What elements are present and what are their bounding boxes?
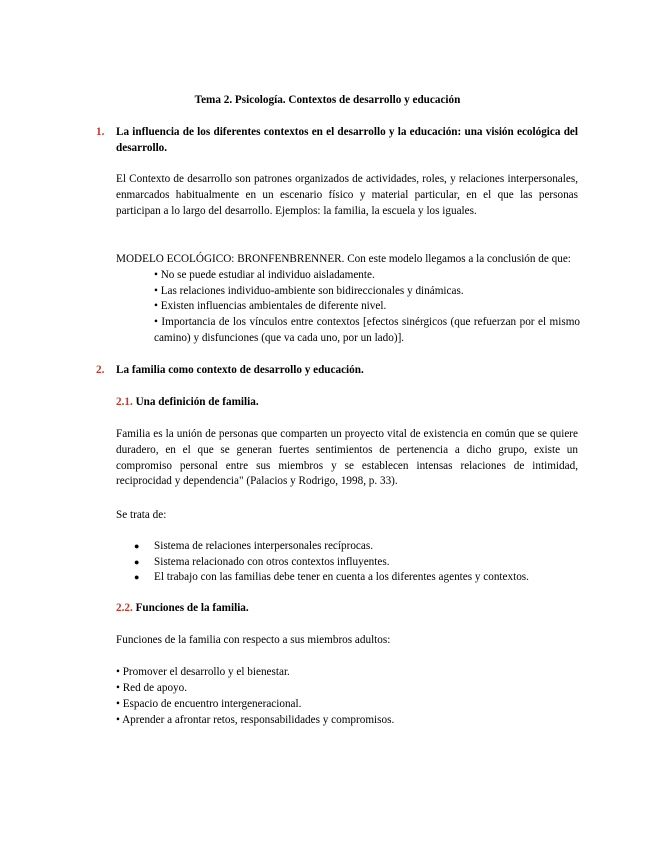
subsection-2-2-number: 2.2. [116, 602, 133, 614]
bullet-icon: ● [134, 557, 140, 567]
model-bullet: • Las relaciones individuo-ambiente son bidireccionales y dinámicas. [154, 285, 464, 297]
subsection-2-1-number: 2.1. [116, 396, 133, 408]
family-bullet: Sistema relacionado con otros contextos influyentes. [154, 556, 390, 568]
se-trata-label: Se trata de: [116, 509, 167, 521]
function-bullet: • Espacio de encuentro intergeneracional. [116, 698, 302, 710]
function-bullet: • Promover el desarrollo y el bienestar. [116, 666, 290, 678]
family-bullet: Sistema de relaciones interpersonales recíprocas. [154, 540, 373, 552]
function-bullet: • Red de apoyo. [116, 682, 188, 694]
page-title: Tema 2. Psicología. Contextos de desarrollo y educación [194, 94, 461, 106]
model-bullet: • Existen influencias ambientales de diferente nivel. [154, 300, 387, 312]
bullet-icon: ● [134, 572, 140, 582]
section-1-number: 1. [96, 126, 105, 138]
section-1-heading: La influencia de los diferentes contextos en el desarrollo y la educación: una visión ecológica del desarrollo. [116, 126, 578, 154]
subsection-2-1-heading [116, 395, 578, 411]
family-definition-paragraph: Familia es la unión de personas que comparten un proyecto vital de existencia en común que se quiere duradero, en el que se generan fuertes sentimientos de pertenencia a dicho grupo, existe un compromiso personal entre sus miembros y se establecen intensas relaciones de intimidad, reciprocidad y dependencia" (Palacios y Rodrigo, 1998, p. 33). [116, 428, 578, 488]
subsection-2-2-heading [116, 601, 578, 617]
subsection-2-1-title: Una definición de familia. [135, 396, 259, 408]
model-intro: MODELO ECOLÓGICO: BRONFENBRENNER. Con este modelo llegamos a la conclusión de que: [116, 253, 571, 265]
model-bullet: • No se puede estudiar al individuo aisladamente. [154, 269, 375, 281]
section-2-heading: La familia como contexto de desarrollo y educación. [116, 364, 364, 376]
family-bullet: El trabajo con las familias debe tener en cuenta a los diferentes agentes y contextos. [154, 571, 529, 583]
functions-intro: Funciones de la familia con respecto a sus miembros adultos: [116, 634, 391, 646]
model-bullet: • Importancia de los vínculos entre contextos [efectos sinérgicos (que refuerzan por el mismo camino) y disfunciones (que va cada uno, por un lado)]. [154, 316, 580, 344]
subsection-2-2-title: Funciones de la familia. [135, 602, 249, 614]
bullet-icon: ● [134, 541, 140, 551]
function-bullet: • Aprender a afrontar retos, responsabilidades y compromisos. [116, 714, 395, 726]
context-paragraph: El Contexto de desarrollo son patrones organizados de actividades, roles, y relaciones interpersonales, enmarcados habitualmente en un escenario físico y material particular, en el que las personas participan a lo largo del desarrollo. Ejemplos: la familia, la escuela y los iguales. [116, 173, 578, 217]
section-2-number: 2. [96, 364, 105, 376]
